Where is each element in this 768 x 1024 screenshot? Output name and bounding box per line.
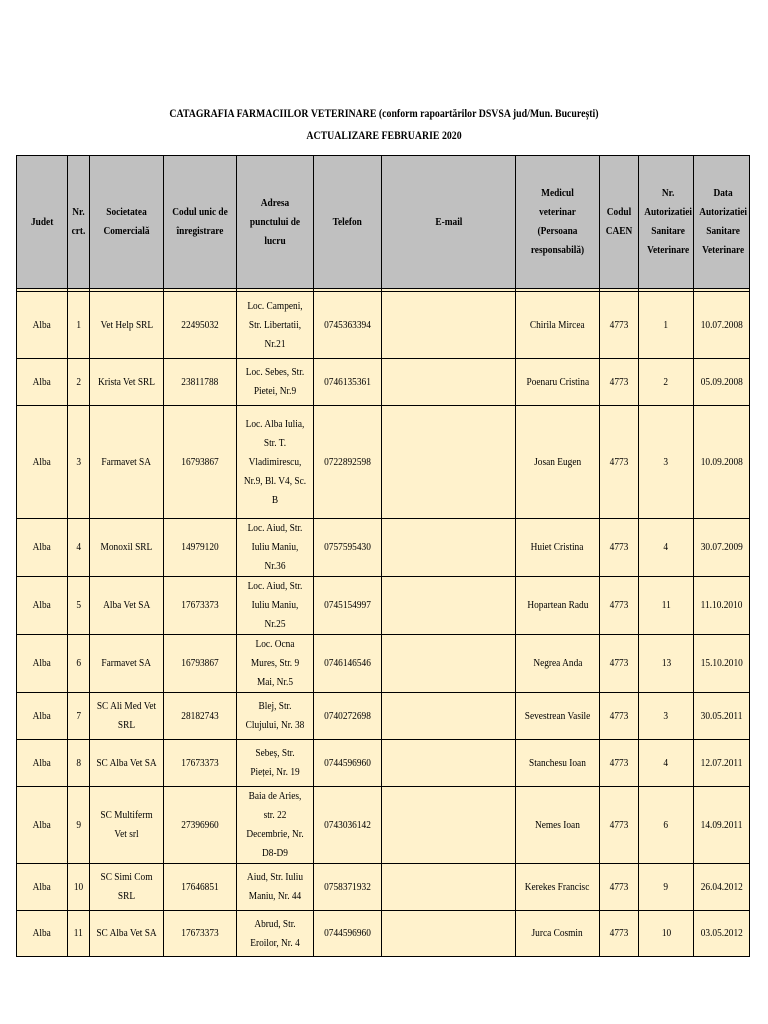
cell-data-autorizatie: 12.07.2011 [694,740,750,787]
cell-telefon: 0746135361 [314,359,382,406]
cell-adresa: Sebeș, Str. Pieței, Nr. 19 [237,740,314,787]
cell-data-autorizatie: 15.10.2010 [694,635,750,693]
cell-email [382,864,516,911]
cell-email [382,359,516,406]
cell-nr-crt: 10 [68,864,90,911]
cell-medic: Hopartean Radu [516,577,600,635]
cell-caen: 4773 [600,292,639,359]
cell-data-autorizatie: 03.05.2012 [694,911,750,957]
cell-nr-autorizatie: 2 [639,359,694,406]
cell-caen: 4773 [600,577,639,635]
cell-adresa: Loc. Ocna Mures, Str. 9 Mai, Nr.5 [237,635,314,693]
table-body [17,289,750,957]
cell-medic: Chirila Mircea [516,292,600,359]
cell-telefon: 0758371932 [314,864,382,911]
cell-telefon: 0745154997 [314,577,382,635]
cell-societate: Krista Vet SRL [90,359,164,406]
cell-judet: Alba [17,787,68,864]
cell-nr-crt: 2 [68,359,90,406]
cell-societate: Vet Help SRL [90,292,164,359]
header-medic: Medicul veterinar (Persoana responsabilă) [516,156,600,289]
table-row [17,911,750,957]
cell-nr-autorizatie: 9 [639,864,694,911]
cell-medic: Huiet Cristina [516,519,600,577]
cell-caen: 4773 [600,787,639,864]
cell-medic: Josan Eugen [516,406,600,519]
cell-medic: Negrea Anda [516,635,600,693]
header-societate: Societatea Comercială [90,156,164,289]
cell-medic: Sevestrean Vasile [516,693,600,740]
cell-cui: 14979120 [164,519,237,577]
cell-nr-autorizatie: 4 [639,519,694,577]
cell-data-autorizatie: 30.05.2011 [694,693,750,740]
cell-societate: Alba Vet SA [90,577,164,635]
cell-email [382,635,516,693]
cell-telefon: 0740272698 [314,693,382,740]
cell-cui: 17646851 [164,864,237,911]
cell-telefon: 0743036142 [314,787,382,864]
table-row [17,740,750,787]
cell-email [382,911,516,957]
cell-societate: SC Alba Vet SA [90,740,164,787]
cell-cui: 22495032 [164,292,237,359]
table-row [17,635,750,693]
table-row [17,787,750,864]
cell-telefon: 0745363394 [314,292,382,359]
cell-cui: 28182743 [164,693,237,740]
cell-cui: 17673373 [164,911,237,957]
cell-telefon: 0757595430 [314,519,382,577]
cell-data-autorizatie: 14.09.2011 [694,787,750,864]
cell-telefon: 0744596960 [314,740,382,787]
cell-caen: 4773 [600,519,639,577]
cell-telefon: 0744596960 [314,911,382,957]
cell-adresa: Loc. Sebes, Str. Pietei, Nr.9 [237,359,314,406]
cell-nr-crt: 1 [68,292,90,359]
cell-caen: 4773 [600,740,639,787]
cell-societate: Farmavet SA [90,635,164,693]
cell-societate: SC Multiferm Vet srl [90,787,164,864]
cell-data-autorizatie: 11.10.2010 [694,577,750,635]
cell-data-autorizatie: 10.09.2008 [694,406,750,519]
table-row [17,693,750,740]
cell-adresa: Loc. Campeni, Str. Libertatii, Nr.21 [237,292,314,359]
cell-judet: Alba [17,864,68,911]
cell-societate: SC Alba Vet SA [90,911,164,957]
cell-judet: Alba [17,635,68,693]
cell-judet: Alba [17,693,68,740]
table-row [17,292,750,359]
cell-adresa: Loc. Aiud, Str. Iuliu Maniu, Nr.25 [237,577,314,635]
cell-nr-crt: 3 [68,406,90,519]
cell-societate: Farmavet SA [90,406,164,519]
document-title: CATAGRAFIA FARMACIILOR VETERINARE (conform rapoartărilor DSVSA jud/Mun. București) [169,106,599,120]
header-cui: Codul unic de înregistrare [164,156,237,289]
cell-cui: 23811788 [164,359,237,406]
cell-nr-autorizatie: 13 [639,635,694,693]
cell-caen: 4773 [600,864,639,911]
cell-medic: Poenaru Cristina [516,359,600,406]
cell-email [382,693,516,740]
cell-caen: 4773 [600,693,639,740]
cell-data-autorizatie: 30.07.2009 [694,519,750,577]
header-nr-autorizatie: Nr. Autorizatiei Sanitare Veterinare [639,156,694,289]
header-adresa: Adresa punctului de lucru [237,156,314,289]
cell-data-autorizatie: 26.04.2012 [694,864,750,911]
cell-judet: Alba [17,519,68,577]
cell-nr-autorizatie: 3 [639,693,694,740]
cell-societate: SC Ali Med Vet SRL [90,693,164,740]
cell-nr-autorizatie: 11 [639,577,694,635]
table-header-row [17,156,750,289]
cell-nr-crt: 8 [68,740,90,787]
cell-societate: SC Simi Com SRL [90,864,164,911]
cell-adresa: Loc. Aiud, Str. Iuliu Maniu, Nr.36 [237,519,314,577]
cell-email [382,406,516,519]
cell-nr-crt: 7 [68,693,90,740]
cell-caen: 4773 [600,911,639,957]
cell-nr-autorizatie: 6 [639,787,694,864]
cell-medic: Jurca Cosmin [516,911,600,957]
cell-caen: 4773 [600,635,639,693]
cell-adresa: Abrud, Str. Eroilor, Nr. 4 [237,911,314,957]
cell-email [382,740,516,787]
cell-nr-crt: 11 [68,911,90,957]
table-row [17,519,750,577]
pharmacy-table [16,155,750,957]
header-telefon: Telefon [314,156,382,289]
table-row [17,406,750,519]
cell-cui: 17673373 [164,740,237,787]
cell-adresa: Blej, Str. Clujului, Nr. 38 [237,693,314,740]
cell-telefon: 0746146546 [314,635,382,693]
cell-email [382,292,516,359]
cell-medic: Kerekes Francisc [516,864,600,911]
document-subtitle: ACTUALIZARE FEBRUARIE 2020 [306,128,462,142]
cell-nr-crt: 4 [68,519,90,577]
cell-nr-crt: 6 [68,635,90,693]
cell-adresa: Loc. Alba Iulia, Str. T. Vladimirescu, Nr.9, Bl. V4, Sc. B [237,406,314,519]
cell-caen: 4773 [600,359,639,406]
cell-nr-autorizatie: 1 [639,292,694,359]
table-row [17,864,750,911]
cell-adresa: Aiud, Str. Iuliu Maniu, Nr. 44 [237,864,314,911]
cell-nr-crt: 5 [68,577,90,635]
cell-email [382,577,516,635]
cell-caen: 4773 [600,406,639,519]
header-nr-crt: Nr. crt. [68,156,90,289]
cell-societate: Monoxil SRL [90,519,164,577]
header-judet: Judet [17,156,68,289]
header-caen: Codul CAEN [600,156,639,289]
cell-email [382,787,516,864]
cell-judet: Alba [17,292,68,359]
cell-telefon: 0722892598 [314,406,382,519]
cell-data-autorizatie: 10.07.2008 [694,292,750,359]
cell-judet: Alba [17,740,68,787]
cell-cui: 16793867 [164,635,237,693]
cell-judet: Alba [17,406,68,519]
cell-judet: Alba [17,911,68,957]
cell-medic: Stanchesu Ioan [516,740,600,787]
cell-cui: 16793867 [164,406,237,519]
cell-nr-autorizatie: 3 [639,406,694,519]
cell-data-autorizatie: 05.09.2008 [694,359,750,406]
cell-nr-autorizatie: 10 [639,911,694,957]
cell-nr-crt: 9 [68,787,90,864]
cell-medic: Nemes Ioan [516,787,600,864]
cell-judet: Alba [17,577,68,635]
cell-nr-autorizatie: 4 [639,740,694,787]
cell-cui: 17673373 [164,577,237,635]
header-email: E-mail [382,156,516,289]
table-row [17,359,750,406]
cell-adresa: Baia de Aries, str. 22 Decembrie, Nr. D8-D9 [237,787,314,864]
cell-cui: 27396960 [164,787,237,864]
cell-email [382,519,516,577]
header-data-autorizatie: Data Autorizatiei Sanitare Veterinare [694,156,750,289]
cell-judet: Alba [17,359,68,406]
table-row [17,577,750,635]
